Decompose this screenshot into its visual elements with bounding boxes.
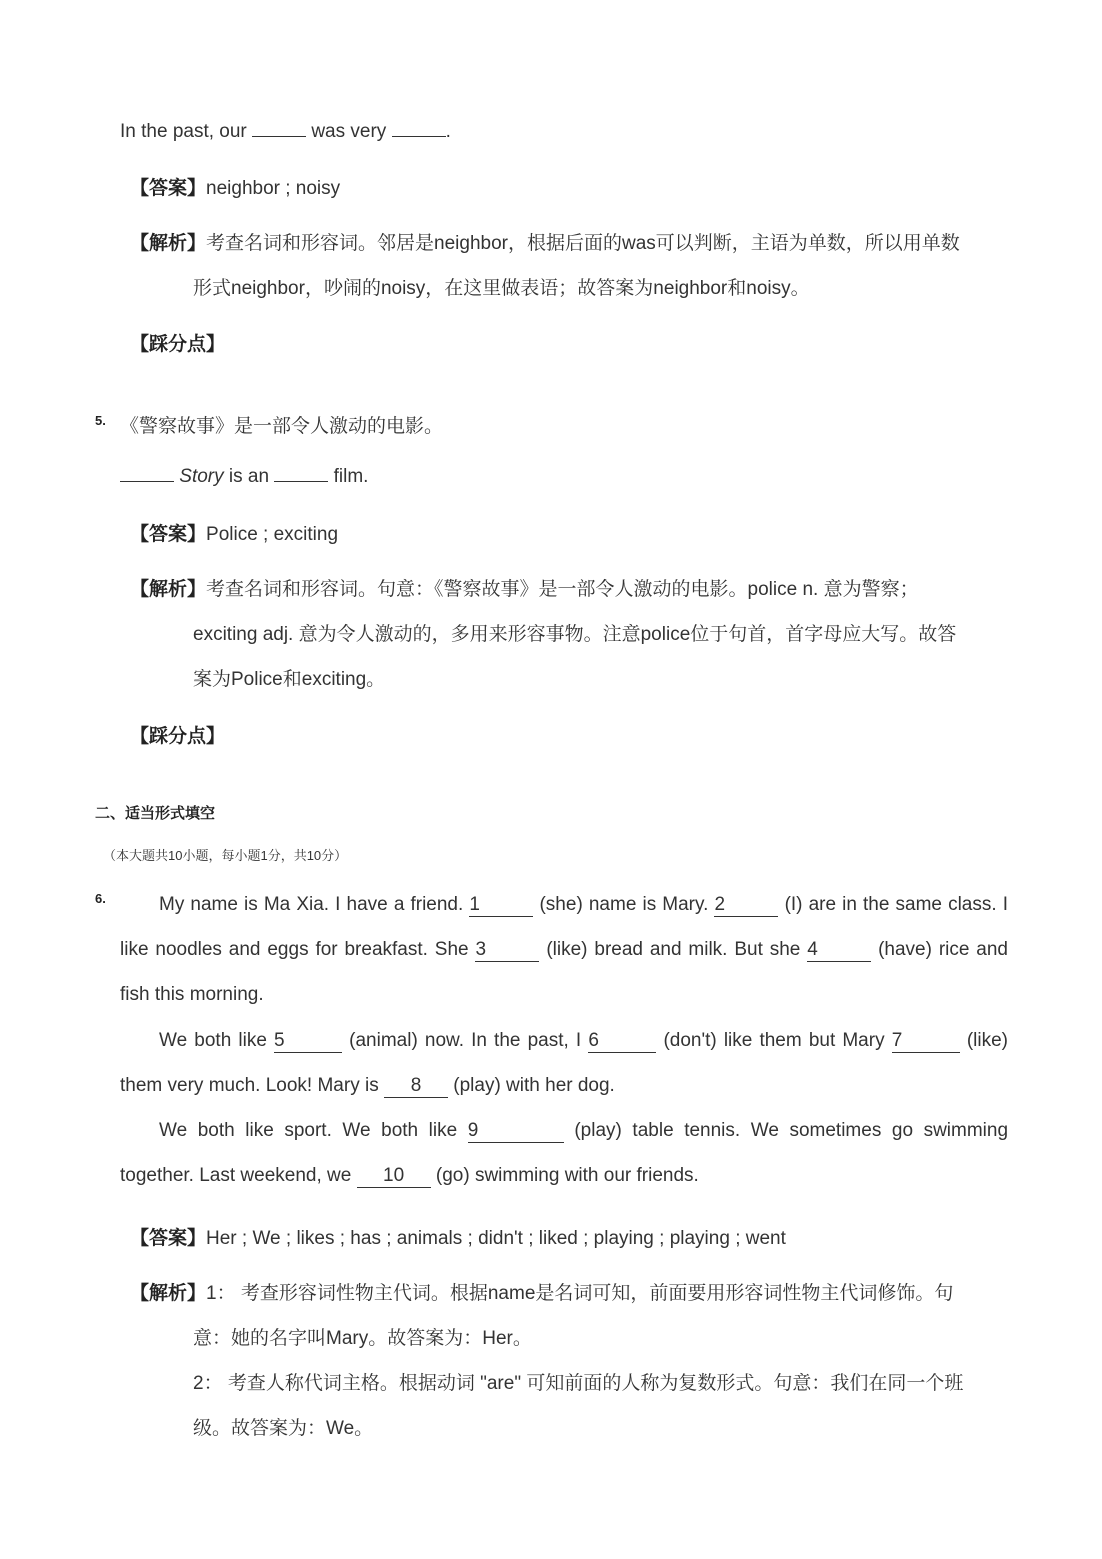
q4-blank-1 — [252, 115, 306, 137]
q5-blank-1 — [120, 460, 174, 482]
q6-p1-line-2: like noodles and eggs for breakfast. She 3 (like) bread and milk. But she 4 (have) rice and — [120, 939, 1009, 960]
q6-analysis-line-3: 2： 考查人称代词主格。根据动词 "are" 可知前面的人称为复数形式。句意：我们在同一个班 — [193, 1373, 964, 1394]
q4-blank-2 — [392, 115, 446, 137]
q6-analysis-line-2: 意：她的名字叫Mary。故答案为：Her。 — [193, 1328, 532, 1349]
q6-blank-3: 3 — [475, 940, 539, 962]
q5-points: 【踩分点】 — [130, 726, 226, 747]
section-note: （本大题共10小题，每小题1分，共10分） — [103, 848, 348, 863]
q5-blank-2 — [274, 460, 328, 482]
q6-p1-line-1: My name is Ma Xia. I have a friend. 1 (she) name is Mary. 2 (I) are in the same class. I — [159, 894, 1009, 915]
q6-blank-9: 9 — [468, 1121, 564, 1143]
q5-sentence: Story is an film. — [120, 460, 368, 489]
q5-answer: 【答案】Police ; exciting — [130, 524, 339, 545]
q6-p2-line-2: them very much. Look! Mary is 8 (play) with her dog. — [120, 1075, 615, 1096]
q5-number: 5. — [95, 413, 106, 428]
q6-analysis-line-1: 【解析】1： 考查形容词性物主代词。根据name是名词可知，前面要用形容词性物主代词修饰。句 — [130, 1283, 954, 1304]
q6-blank-6: 6 — [588, 1031, 656, 1053]
q5-chinese: 《警察故事》是一部令人激动的电影。 — [120, 416, 444, 437]
q6-answer: 【答案】Her ; We ; likes ; has ; animals ; didn't ; liked ; playing ; playing ; went — [130, 1228, 786, 1249]
q6-p3-line-2: together. Last weekend, we 10 (go) swimming with our friends. — [120, 1165, 699, 1186]
q5-analysis-line-3: 案为Police和exciting。 — [193, 669, 386, 690]
q6-p3-line-1: We both like sport. We both like 9 (play) table tennis. We sometimes go swimming — [159, 1120, 1009, 1141]
q6-p2-line-1: We both like 5 (animal) now. In the past, I 6 (don't) like them but Mary 7 (like) — [159, 1030, 1008, 1051]
q6-blank-5: 5 — [274, 1031, 342, 1053]
q6-blank-8: 8 — [384, 1076, 448, 1098]
q6-blank-10: 10 — [357, 1166, 431, 1188]
q6-blank-2: 2 — [714, 895, 778, 917]
q4-points: 【踩分点】 — [130, 334, 226, 355]
section-title: 二、适当形式填空 — [95, 805, 216, 822]
q6-p1-line-3: fish this morning. — [120, 984, 264, 1005]
q4-answer: 【答案】neighbor ; noisy — [130, 178, 341, 199]
q6-analysis-line-4: 级。故答案为：We。 — [193, 1418, 374, 1439]
q6-blank-1: 1 — [469, 895, 533, 917]
q6-blank-7: 7 — [892, 1031, 960, 1053]
q5-analysis-line-1: 【解析】考查名词和形容词。句意：《警察故事》是一部令人激动的电影。police n. 意为警察； — [130, 579, 919, 600]
q5-analysis-line-2: exciting adj. 意为令人激动的，多用来形容事物。注意police位于句首，首字母应大写。故答 — [193, 624, 957, 645]
q6-number: 6. — [95, 891, 106, 906]
q6-blank-4: 4 — [807, 940, 871, 962]
q4-analysis-line-1: 【解析】考查名词和形容词。邻居是neighbor，根据后面的was可以判断，主语为单数，所以用单数 — [130, 233, 960, 254]
q4-analysis-line-2: 形式neighbor，吵闹的noisy，在这里做表语；故答案为neighbor和noisy。 — [193, 278, 810, 299]
q4-sentence: In the past, our was very . — [120, 115, 451, 144]
